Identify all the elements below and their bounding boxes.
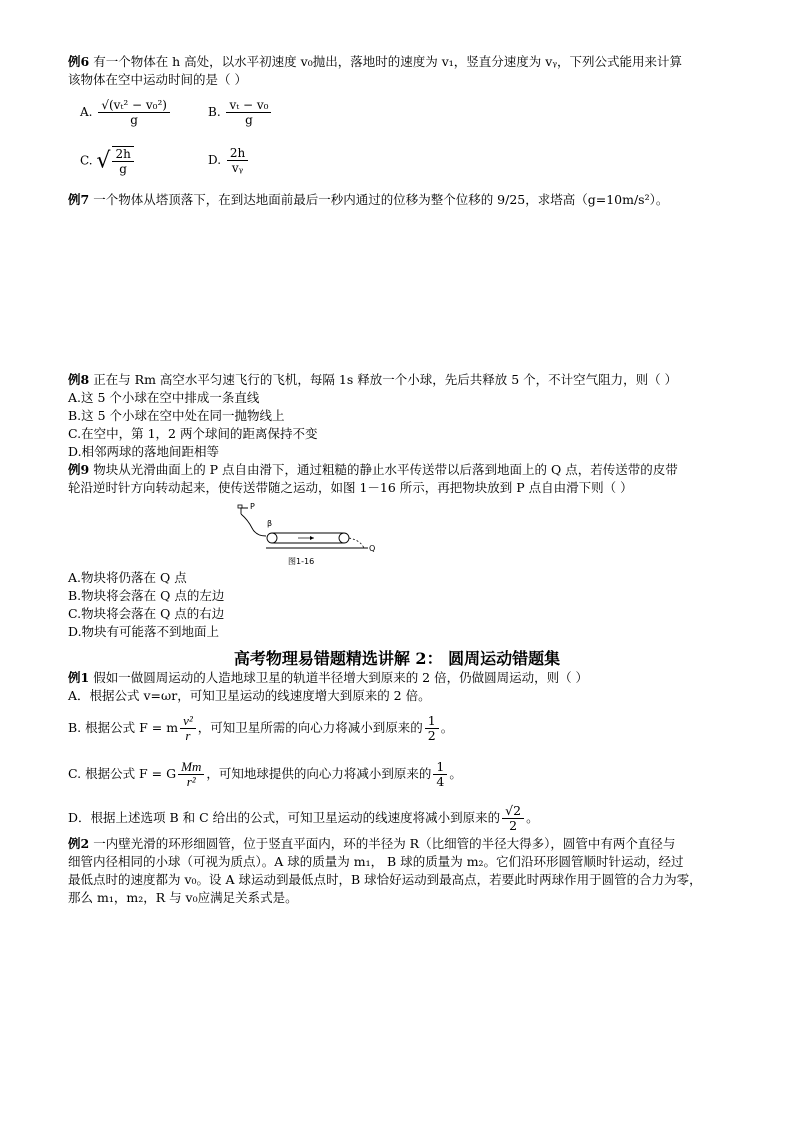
fraction-numerator: 2h xyxy=(112,147,133,162)
fraction-denominator: g xyxy=(245,113,253,127)
c2-line1 xyxy=(68,836,675,852)
right-arrow-icon xyxy=(310,536,314,540)
option-d-prefix: D．根据上述选项 B 和 C 给出的公式，可知卫星运动的线速度将减小到原来的 xyxy=(68,810,501,825)
ex6-option-a xyxy=(80,98,172,127)
ex8-line xyxy=(68,372,677,388)
option-c-end: 。 xyxy=(449,766,462,781)
option-b-prefix: B. 根据公式 F = m xyxy=(68,720,179,735)
ex6-line2: 该物体在空中运动时间的是（ ） xyxy=(68,72,247,87)
ex8-label: 例8 xyxy=(68,372,90,387)
fraction-denominator: g xyxy=(130,113,138,127)
ex7-question-text: 一个物体从塔顶落下，在到达地面前最后一秒内通过的位移为整个位移的 9/25，求塔高（g=10m/s²）。 xyxy=(93,192,669,207)
ex6-option-c xyxy=(80,146,136,176)
block-shape xyxy=(238,505,242,508)
option-c-text: ，可知地球提供的向心力将减小到原来的 xyxy=(206,766,432,781)
option-d-ratio-fraction xyxy=(502,804,524,833)
ex9-line1 xyxy=(68,462,678,478)
fraction-numerator: 1 xyxy=(425,714,439,729)
fraction-denominator: 4 xyxy=(436,774,445,789)
ex9-option-c: C.物块将会落在 Q 点的右边 xyxy=(68,606,225,621)
option-c-label: C. xyxy=(80,153,93,168)
q-point-label: Q xyxy=(369,544,376,553)
fraction-denominator: 2 xyxy=(509,818,518,833)
ex8-option-b: B.这 5 个小球在空中处在同一抛物线上 xyxy=(68,408,285,423)
option-a-fraction xyxy=(98,98,170,127)
ex6-option-d xyxy=(208,146,250,175)
trajectory-path xyxy=(349,538,364,548)
option-a-label: A. xyxy=(80,105,93,119)
fraction-numerator: vₜ − v₀ xyxy=(226,98,271,113)
ex9-question-text: 物块从光滑曲面上的 P 点自由滑下，通过粗糙的静止水平传送带以后落到地面上的 Q 点，若传送带的皮带 xyxy=(93,462,678,477)
ex8-option-d: D.相邻两球的落地间距相等 xyxy=(68,444,220,459)
sqrt-icon: √ xyxy=(96,148,111,174)
beta-label: β xyxy=(267,519,273,528)
ex9-option-b: B.物块将会落在 Q 点的左边 xyxy=(68,588,225,603)
c2-line4: 那么 m₁，m₂，R 与 v₀应满足关系式是。 xyxy=(68,890,298,905)
option-d-label: D. xyxy=(208,153,222,167)
ex6-option-b xyxy=(208,98,273,127)
ex6-label: 例6 xyxy=(68,54,90,69)
ex8-question-text: 正在与 Rm 高空水平匀速飞行的飞机，每隔 1s 释放一个小球，先后共释放 5 个，不计空气阻力，则（ ） xyxy=(93,372,678,387)
fraction-numerator: 2h xyxy=(227,146,248,161)
option-b-label: B. xyxy=(208,105,221,119)
ex7-label: 例7 xyxy=(68,192,90,207)
fraction-numerator: √(vₜ² − v₀²) xyxy=(98,98,170,113)
ex9-option-a: A.物块将仍落在 Q 点 xyxy=(68,570,187,585)
fraction-numerator: v² xyxy=(180,714,196,729)
option-c-formula-fraction xyxy=(178,760,204,789)
ex7-line xyxy=(68,192,668,208)
c1-option-c xyxy=(68,760,462,789)
fraction-denominator: 2 xyxy=(427,728,436,743)
c1-question-text: 假如一做圆周运动的人造地球卫星的轨道半径增大到原来的 2 倍，仍做圆周运动，则（ ） xyxy=(93,670,589,685)
ex9-label: 例9 xyxy=(68,462,90,477)
option-d-fraction xyxy=(227,146,248,175)
left-pulley xyxy=(267,533,277,543)
fraction-numerator: √2 xyxy=(502,804,524,819)
c1-label: 例1 xyxy=(68,670,90,685)
c2-line2: 细管内径相同的小球（可视为质点）。A 球的质量为 m₁， B 球的质量为 m₂。它们沿环形圆管顺时针运动，经过 xyxy=(68,854,684,869)
option-b-fraction xyxy=(226,98,271,127)
option-c-ratio-fraction xyxy=(433,760,447,789)
fraction-denominator: r xyxy=(185,728,191,743)
ex6-question-text: 有一个物体在 h 高处，以水平初速度 v₀抛出，落地时的速度为 v₁，竖直分速度为 vᵧ，下列公式能用来计算 xyxy=(93,54,683,69)
option-c-fraction xyxy=(112,146,133,176)
c2-line3: 最低点时的速度都为 v₀。设 A 球运动到最低点时，B 球恰好运动到最高点，若要此时两球作用于圆管的合力为零， xyxy=(68,872,702,887)
right-pulley xyxy=(339,533,349,543)
option-b-ratio-fraction xyxy=(425,714,439,743)
option-c-prefix: C. 根据公式 F = G xyxy=(68,766,177,781)
ex8-option-c: C.在空中，第 1，2 两个球间的距离保持不变 xyxy=(68,426,318,441)
ex9-line2: 轮沿逆时针方向转动起来，使传送带随之运动，如图 1－16 所示，再把物块放到 P 点自由滑下则（ ） xyxy=(68,480,633,495)
c1-option-a: A．根据公式 v=ωr，可知卫星运动的线速度增大到原来的 2 倍。 xyxy=(68,688,431,703)
c1-option-d xyxy=(68,804,539,833)
c2-label: 例2 xyxy=(68,836,90,851)
curved-ramp xyxy=(241,508,266,536)
option-b-formula-fraction xyxy=(180,714,196,743)
c1-line xyxy=(68,670,588,686)
ex8-option-a: A.这 5 个小球在空中排成一条直线 xyxy=(68,390,260,405)
fraction-denominator: vᵧ xyxy=(231,161,244,175)
figure-caption: 图1-16 xyxy=(288,557,315,566)
option-b-text: ，可知卫星所需的向心力将减小到原来的 xyxy=(197,720,423,735)
fraction-numerator: Mm xyxy=(178,760,204,775)
section-title: 高考物理易错题精选讲解 2： 圆周运动错题集 xyxy=(233,649,561,668)
c2-question-text: 一内壁光滑的环形细圆管，位于竖直平面内，环的半径为 R（比细管的半径大得多），圆管中有两个直径与 xyxy=(93,836,676,851)
fraction-denominator: g xyxy=(119,162,127,176)
p-point-label: P xyxy=(250,502,255,511)
option-b-end: 。 xyxy=(440,720,454,735)
ex9-option-d: D.物块有可能落不到地面上 xyxy=(68,624,220,639)
option-d-end: 。 xyxy=(526,810,539,825)
conveyor-belt-figure xyxy=(236,500,386,572)
ex6-line1 xyxy=(68,54,682,70)
fraction-denominator: r² xyxy=(186,774,196,789)
c1-option-b xyxy=(68,714,453,743)
fraction-numerator: 1 xyxy=(433,760,447,775)
